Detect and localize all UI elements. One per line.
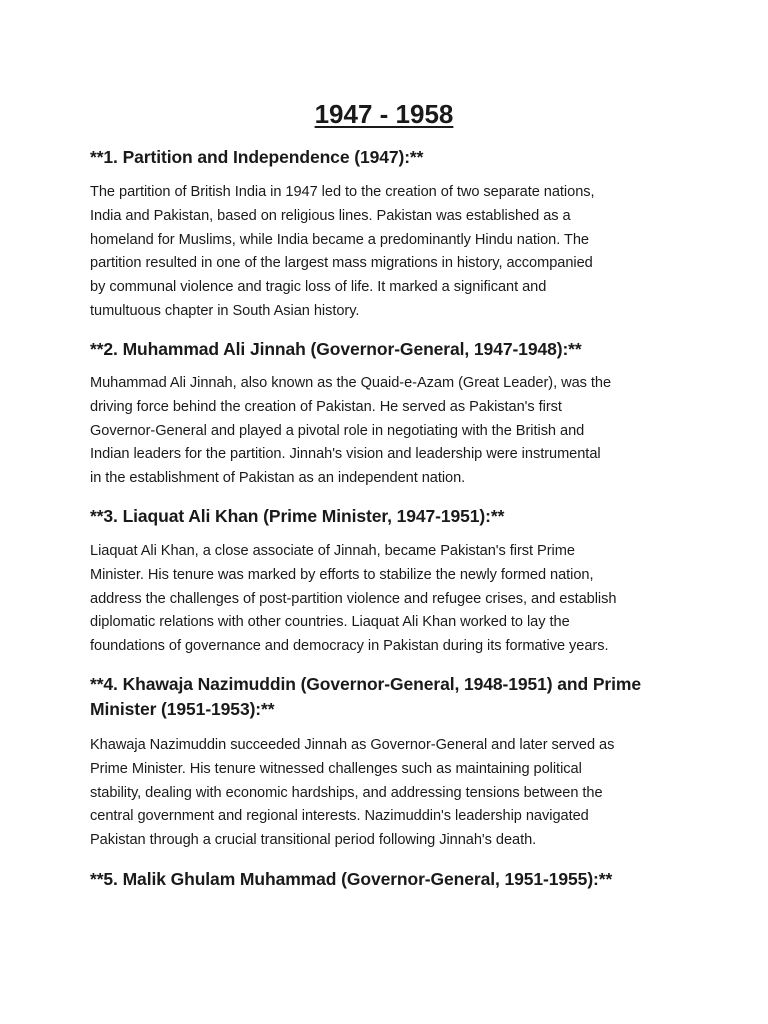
section-heading-jinnah: **2. Muhammad Ali Jinnah (Governor-General, 1947-1948):** xyxy=(90,339,582,359)
section-heading-ghulam-muhammad: **5. Malik Ghulam Muhammad (Governor-General, 1951-1955):** xyxy=(90,869,613,889)
section-body-partition: The partition of British India in 1947 led to the creation of two separate nations, India and Pakistan, based on religious lines. Pakistan was established as a homeland for Muslims, while India became a predominantly Hindu nation. The partition resulted in one of the largest mass migrations in history, accompanied by communal violence and tragic loss of life. It marked a significant and tumultuous chapter in South Asian history. xyxy=(90,184,595,319)
section-body-liaquat: Liaquat Ali Khan, a close associate of Jinnah, became Pakistan's first Prime Minister. His tenure was marked by efforts to stabilize the newly formed nation, address the challenges of post-partition violence and refugee crises, and establish diplomatic relations with other countries. Liaquat Ali Khan worked to lay the foundations of governance and democracy in Pakistan during its formative years. xyxy=(90,543,617,655)
section-heading-liaquat: **3. Liaquat Ali Khan (Prime Minister, 1947-1951):** xyxy=(90,506,505,526)
section-heading-partition: **1. Partition and Independence (1947):** xyxy=(90,147,424,167)
section-body-jinnah: Muhammad Ali Jinnah, also known as the Quaid-e-Azam (Great Leader), was the driving force behind the creation of Pakistan. He served as Pakistan's first Governor-General and played a pivotal role in negotiating with the British and Indian leaders for the partition. Jinnah's vision and leadership were instrumental in the establishment of Pakistan as an independent nation. xyxy=(90,375,612,487)
page-title: 1947 - 1958 xyxy=(314,99,454,129)
section-body-nazimuddin: Khawaja Nazimuddin succeeded Jinnah as Governor-General and later served as Prime Minister. His tenure witnessed challenges such as maintaining political stability, dealing with economic hardships, and addressing tensions between the central government and regional interests. Nazimuddin's leadership navigated Pakistan through a crucial transitional period following Jinnah's death. xyxy=(90,737,615,849)
section-heading-nazimuddin: **4. Khawaja Nazimuddin (Governor-General, 1948-1951) and Prime Minister (1951-1953):** xyxy=(90,674,641,719)
